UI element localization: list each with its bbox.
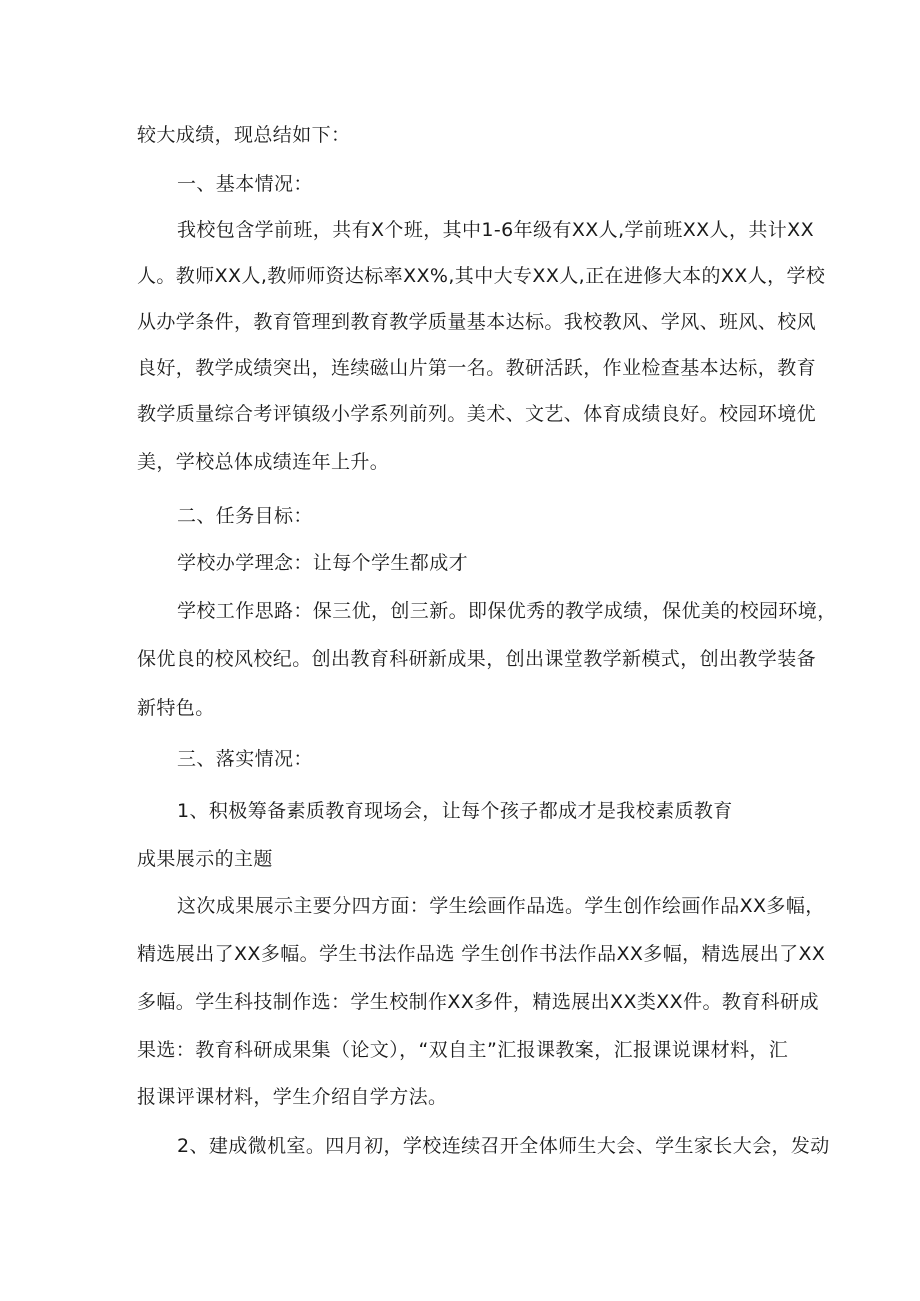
section-heading: 二、任务目标：	[177, 505, 313, 527]
section-heading: 三、落实情况：	[177, 748, 313, 770]
text-line: 从办学条件，教育管理到教育教学质量基本达标。我校教风、学风、班风、校风	[137, 311, 817, 333]
text-line: 报课评课材料，学生介绍自学方法。	[137, 1086, 448, 1108]
text-line: 我校包含学前班，共有X个班，其中1-6年级有XX人,学前班XX人，共计XX	[177, 219, 814, 241]
text-line: 新特色。	[137, 697, 215, 719]
text-line: 精选展出了XX多幅。学生书法作品选 学生创作书法作品XX多幅，精选展出了XX	[137, 943, 826, 965]
text-line: 多幅。学生科技制作选：学生校制作XX多件，精选展出XX类XX件。教育科研成	[137, 991, 819, 1013]
text-line: 较大成绩，现总结如下：	[137, 124, 351, 146]
text-line: 学校办学理念：让每个学生都成才	[177, 552, 469, 574]
text-line: 良好，教学成绩突出，连续磁山片第一名。教研活跃，作业检查基本达标，教育	[137, 357, 817, 379]
text-line: 美，学校总体成绩连年上升。	[137, 451, 390, 473]
text-line: 教学质量综合考评镇级小学系列前列。美术、文艺、体育成绩良好。校园环境优	[137, 403, 817, 425]
text-line: 成果展示的主题	[137, 848, 273, 870]
text-line: 人。教师XX人,教师师资达标率XX%,其中大专XX人,正在进修大本的XX人，学校	[137, 265, 826, 287]
text-line: 果选：教育科研成果集（论文），“双自主”汇报课教案，汇报课说课材料，汇	[137, 1039, 789, 1061]
section-heading: 一、基本情况：	[177, 173, 313, 195]
text-line: 学校工作思路：保三优，创三新。即保优秀的教学成绩，保优美的校园环境，	[177, 600, 837, 622]
text-line: 2、建成微机室。四月初，学校连续召开全体师生大会、学生家长大会，发动	[177, 1135, 830, 1157]
text-line: 1、积极筹备素质教育现场会，让每个孩子都成才是我校素质教育	[177, 800, 733, 822]
text-line: 保优良的校风校纪。创出教育科研新成果，创出课堂教学新模式，创出教学装备	[137, 648, 817, 670]
text-line: 这次成果展示主要分四方面：学生绘画作品选。学生创作绘画作品XX多幅，	[177, 895, 825, 917]
